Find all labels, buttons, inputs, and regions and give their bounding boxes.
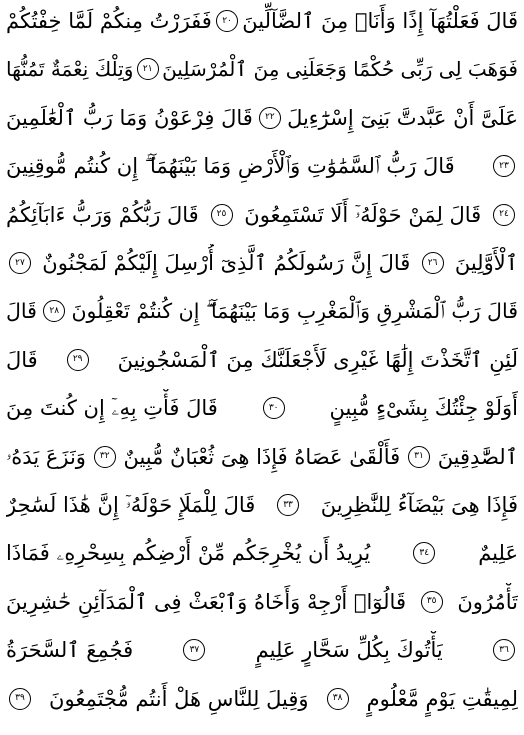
verse-text: فَجُمِعَ ٱلسَّحَرَةُ — [6, 638, 134, 663]
verse-number-marker: ٣٧ — [183, 639, 205, 661]
text-line — [6, 196, 518, 234]
verse-text: قَالَ رَبُّ ٱلْمَشْرِقِ وَٱلْمَغْرِبِ وَمَا بَيْنَهُمَآ ۖ إِن كُنتُمْ تَعْقِلُونَ — [71, 299, 518, 324]
verse-number-marker: ٢٦ — [422, 252, 444, 274]
verse-text: أَوَلَوْ جِئْتُكَ بِشَىْءٍ مُّبِينٍ — [329, 396, 518, 421]
text-line — [6, 292, 518, 330]
verse-text: قَالَ إِنَّ رَسُولَكُمُ ٱلَّذِىٓ أُرْسِلَ إِلَيْكُمْ لَمَجْنُونٌ — [42, 251, 411, 275]
text-line — [6, 341, 518, 379]
verse-text: قَالَ لِلْمَلَإِ حَوْلَهُۥٓ إِنَّ هَٰذَا لَسَٰحِرٌ — [6, 493, 256, 517]
verse-text: قَالَ رَبُّ ٱلسَّمَٰوَٰتِ وَٱلْأَرْضِ وَمَا بَيْنَهُمَآ ۖ إِن كُنتُم مُّوقِنِينَ — [6, 154, 455, 179]
text-line — [6, 680, 518, 718]
verse-number-marker: ٣٥ — [421, 591, 443, 613]
verse-text: قَالَ رَبُّكُمْ وَرَبُّ ءَابَآئِكُمُ — [6, 202, 199, 227]
verse-text: قَالَ — [6, 347, 38, 372]
verse-number-marker: ٢٠ — [216, 10, 238, 32]
verse-text: فَإِذَا هِىَ بَيْضَآءُ لِلنَّٰظِرِينَ — [320, 493, 518, 517]
verse-number-marker: ٢٤ — [493, 204, 515, 226]
verse-number-marker: ٣٦ — [493, 639, 515, 661]
text-line — [6, 534, 518, 572]
verse-text: عَلِيمٌ — [478, 541, 518, 566]
text-line — [6, 389, 518, 427]
verse-text: فَوَهَبَ لِى رَبِّى حُكْمًا وَجَعَلَنِى مِنَ ٱلْمُرْسَلِينَ — [162, 57, 518, 82]
verse-text: يَأْتُوكَ بِكُلِّ سَحَّارٍ عَلِيمٍ — [255, 638, 443, 663]
verse-number-marker: ٣٠ — [263, 397, 285, 419]
verse-text: قَالُوٓا۟ أَرْجِهْ وَأَخَاهُ وَٱبْعَثْ فِى ٱلْمَدَآئِنِ حَٰشِرِينَ — [6, 589, 406, 614]
verse-number-marker: ٣١ — [408, 446, 430, 468]
verse-number-marker: ٢٥ — [211, 204, 233, 226]
text-line — [6, 99, 518, 137]
text-line — [6, 583, 518, 621]
verse-number-marker: ٢٢ — [259, 107, 281, 129]
verse-text: قَالَ — [6, 299, 37, 324]
verse-text: عَلَىَّ أَنْ عَبَّدتَّ بَنِىٓ إِسْرَٰٓءِيلَ — [287, 105, 518, 130]
verse-number-marker: ٣٢ — [94, 446, 116, 468]
verse-number-marker: ٣٨ — [327, 688, 349, 710]
verse-number-marker: ٣٩ — [9, 688, 31, 710]
verse-number-marker: ٢١ — [137, 58, 159, 80]
verse-text: لَئِنِ ٱتَّخَذْتَ إِلَٰهًا غَيْرِى لَأَجْعَلَنَّكَ مِنَ ٱلْمَسْجُونِينَ — [117, 347, 518, 372]
verse-text: فَأَلْقَىٰ عَصَاهُ فَإِذَا هِىَ ثُعْبَانٌ مُّبِينٌ — [123, 444, 401, 469]
verse-text: وَقِيلَ لِلنَّاسِ هَلْ أَنتُم مُّجْتَمِعُونَ — [49, 686, 309, 711]
verse-text: لِمِيقَٰتِ يَوْمٍ مَّعْلُومٍ — [366, 686, 518, 711]
text-line — [6, 244, 518, 282]
verse-text: قَالَ لِمَنْ حَوْلَهُۥٓ أَلَا تَسْتَمِعُونَ — [244, 202, 482, 227]
verse-text: قَالَ فَأْتِ بِهِۦٓ إِن كُنتَ مِنَ — [6, 396, 218, 421]
verse-number-marker: ٣٣ — [277, 494, 299, 516]
verse-text: ٱلصَّٰدِقِينَ — [437, 444, 518, 469]
verse-text: وَنَزَعَ يَدَهُۥ — [6, 444, 86, 469]
verse-text: تَأْمُرُونَ — [457, 589, 518, 614]
verse-number-marker: ٢٣ — [493, 155, 515, 177]
text-line — [6, 147, 518, 185]
verse-number-marker: ٣٤ — [413, 542, 435, 564]
verse-number-marker: ٢٧ — [9, 252, 31, 274]
verse-text: قَالَ فَعَلْتُهَآ إِذًا وَأَنَا۠ مِنَ ٱلضَّآلِّينَ — [242, 9, 518, 33]
text-line — [6, 486, 518, 524]
text-line — [6, 631, 518, 669]
verse-text: ٱلْأَوَّلِينَ — [454, 251, 518, 275]
text-line — [6, 50, 518, 88]
verse-text: قَالَ فِرْعَوْنُ وَمَا رَبُّ ٱلْعَٰلَمِينَ — [6, 105, 253, 130]
text-line — [6, 438, 518, 476]
verse-number-marker: ٢٨ — [43, 300, 65, 322]
verse-text: فَفَرَرْتُ مِنكُمْ لَمَّا خِفْتُكُمْ — [6, 9, 212, 33]
text-line — [6, 2, 518, 40]
verse-text: وَتِلْكَ نِعْمَةٌ تَمُنُّهَا — [6, 57, 134, 82]
verse-text: يُرِيدُ أَن يُخْرِجَكُم مِّنْ أَرْضِكُم بِسِحْرِهِۦ فَمَاذَا — [6, 541, 371, 566]
verse-number-marker: ٢٩ — [67, 349, 89, 371]
